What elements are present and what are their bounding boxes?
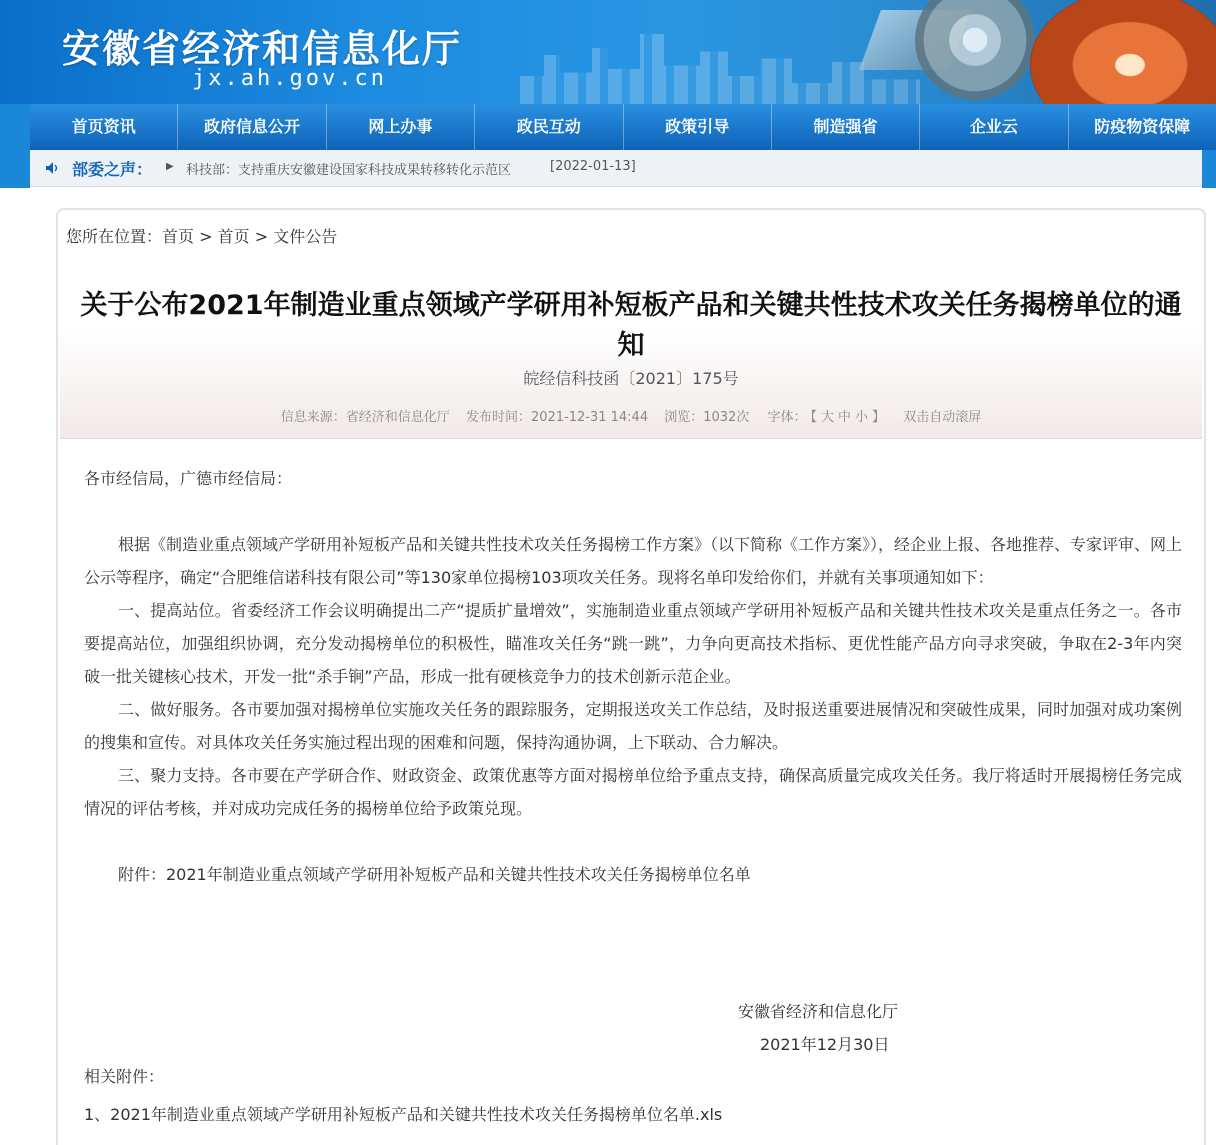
notice-bar xyxy=(30,150,1202,187)
meta-publish-time: 发布时间：2021-12-31 14:44 xyxy=(465,410,649,425)
nav-item-manufacturing[interactable]: 制造强省 xyxy=(772,104,920,150)
paragraph-intro: 根据《制造业重点领域产学研用补短板产品和关键共性技术攻关任务揭榜工作方案》（以下简称《工作方案》），经企业上报、各地推荐、专家评审、网上公示等程序，确定“合肥维信诺科技有限公司”等130家单位揭榜103项攻关任务。现将名单印发给你们，并就有关事项通知如下： xyxy=(84,535,1183,587)
article-body xyxy=(84,462,1182,891)
autoscroll-toggle[interactable]: 双击自动滚屏 xyxy=(903,410,982,425)
font-bracket-open: 【 xyxy=(810,410,817,425)
banner-steel-coil-graphic xyxy=(915,0,1035,100)
article-header xyxy=(60,260,1202,439)
document-number: 皖经信科技函〔2021〕175号 xyxy=(523,369,739,388)
article-title: 关于公布2021年制造业重点领域产学研用补短板产品和关键共性技术攻关任务揭榜单位的通知 xyxy=(80,290,1182,361)
site-title[interactable]: 安徽省经济和信息化厅 xyxy=(62,27,463,71)
notice-date: [2022-01-13] xyxy=(550,159,636,174)
breadcrumb-separator: > xyxy=(199,227,213,246)
breadcrumb-prefix: 您所在位置： xyxy=(66,227,163,246)
paragraph-point-3: 三、聚力支持。各市要在产学研合作、财政资金、政策优惠等方面对揭榜单位给予重点支持，确保高质量完成攻关任务。我厅将适时开展揭榜任务完成情况的评估考核，并对成功完成任务的揭榜单位给予政策兑现。 xyxy=(84,766,1182,818)
nav-item-interaction[interactable]: 政民互动 xyxy=(475,104,623,150)
meta-source: 信息来源：省经济和信息化厅 xyxy=(280,410,450,425)
notice-link[interactable]: 科技部：支持重庆安徽建设国家科技成果转移转化示范区 xyxy=(186,163,512,178)
attachment-note: 附件：2021年制造业重点领域产学研用补短板产品和关键共性技术攻关任务揭榜单位名单 xyxy=(118,865,751,884)
site-banner xyxy=(0,0,1216,104)
signature-block xyxy=(738,995,898,1061)
related-attachments xyxy=(84,1058,722,1134)
font-size-small-button[interactable]: 小 xyxy=(855,410,869,425)
related-attachments-label: 相关附件： xyxy=(84,1067,165,1086)
breadcrumb xyxy=(66,224,337,247)
article-meta xyxy=(60,406,1202,425)
breadcrumb-home-2[interactable]: 首页 xyxy=(217,227,250,246)
font-size-large-button[interactable]: 大 xyxy=(821,410,835,425)
nav-item-home-news[interactable]: 首页资讯 xyxy=(30,104,178,150)
breadcrumb-separator: > xyxy=(254,227,269,246)
meta-views: 浏览：1032次 xyxy=(664,410,750,425)
banner-copper-coil-graphic xyxy=(1030,0,1216,104)
nav-item-epidemic-supplies[interactable]: 防疫物资保障 xyxy=(1094,117,1191,136)
nav-item-online-services[interactable]: 网上办事 xyxy=(327,104,475,150)
font-size-control xyxy=(765,410,887,425)
paragraph-point-1: 一、提高站位。省委经济工作会议明确提出二产“提质扩量增效”，实施制造业重点领域产学研用补短板产品和关键共性技术攻关是重点任务之一。各市要提高站位，加强组织协调，充分发动揭榜单位的积极性，瞄准攻关任务“跳一跳”，力争向更高技术指标、更优性能产品方向寻求突破，争取在2-3年内突破一批关键核心技术，开发一批“杀手锏”产品，形成一批有硬核竞争力的技术创新示范企业。 xyxy=(84,601,1182,686)
font-bracket-close: 】 xyxy=(872,410,886,425)
attachment-link[interactable]: 1、2021年制造业重点领域产学研用补短板产品和关键共性技术攻关任务揭榜单位名单.xls xyxy=(84,1105,723,1124)
signature-date: 2021年12月30日 xyxy=(760,1035,890,1054)
signature-org: 安徽省经济和信息化厅 xyxy=(738,1002,899,1021)
paragraph-point-2: 二、做好服务。各市要加强对揭榜单位实施攻关任务的跟踪服务，定期报送攻关工作总结，及时报送重要进展情况和突破性成果，同时加强对成功案例的搜集和宣传。对具体攻关任务实施过程出现的困难和问题，保持沟通协调，上下联动、合力解决。 xyxy=(84,700,1182,752)
breadcrumb-home[interactable]: 首页 xyxy=(162,227,195,246)
font-size-label: 字体： xyxy=(767,410,807,425)
main-nav xyxy=(30,104,1216,150)
blank-line xyxy=(84,825,1182,858)
chevron-right-icon: ▶ xyxy=(166,161,174,172)
site-domain: jx.ah.gov.cn xyxy=(192,66,387,91)
font-size-medium-button[interactable]: 中 xyxy=(838,410,852,425)
blank-line xyxy=(84,495,1182,528)
speaker-icon xyxy=(46,162,60,174)
notice-label: 部委之声： xyxy=(72,160,153,179)
nav-item-enterprise-cloud[interactable]: 企业云 xyxy=(920,104,1068,150)
salutation: 各市经信局，广德市经信局： xyxy=(84,469,293,488)
nav-item-gov-info[interactable]: 政府信息公开 xyxy=(178,104,326,150)
breadcrumb-file-notices[interactable]: 文件公告 xyxy=(273,227,338,246)
nav-item-policy-guide[interactable]: 政策引导 xyxy=(624,104,772,150)
